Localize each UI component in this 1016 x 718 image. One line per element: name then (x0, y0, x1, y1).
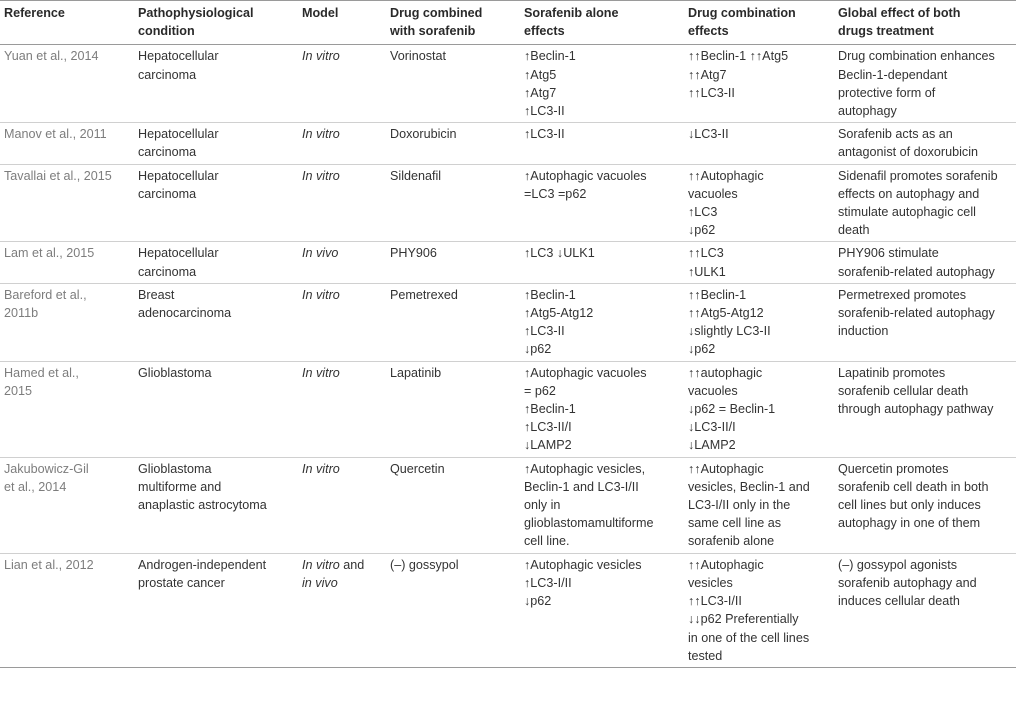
cell-line: ↑↑LC3-II (688, 85, 735, 100)
combination-effects-cell (684, 283, 834, 361)
cell-line: Sidenafil promotes sorafenib (838, 168, 998, 183)
header-line: Drug combined (390, 6, 483, 20)
cell-line: ↑↑Atg7 (688, 67, 727, 82)
cell-line: ↑↑Autophagic (688, 461, 764, 476)
global-effect-cell (834, 242, 1016, 283)
global-effect-cell (834, 457, 1016, 553)
cell-line: ↑ULK1 (688, 264, 726, 279)
drug-cell (386, 45, 520, 123)
header-line: effects (524, 24, 565, 39)
cell-line: cell lines but only induces (838, 498, 981, 513)
header-line: Pathophysiological (138, 6, 254, 20)
cell-line: carcinoma (138, 186, 197, 201)
combination-effects-cell (684, 457, 834, 553)
cell-line: carcinoma (138, 67, 197, 82)
cell-line: In vitro (302, 168, 340, 183)
global-effect-cell (834, 361, 1016, 457)
cell-line: ↑Autophagic vesicles, (524, 461, 646, 476)
cell-line: ↑Beclin-1 (524, 287, 576, 302)
cell-line: In vitro (302, 49, 340, 64)
cell-line: Drug combination enhances (838, 49, 995, 64)
reference-cell (0, 123, 134, 164)
header-line: Reference (4, 6, 65, 20)
cell-line: ↑↑Autophagic (688, 168, 764, 183)
cell-line: induces cellular death (838, 594, 960, 609)
cell-line: sorafenib-related autophagy (838, 306, 995, 321)
cell-line: ↑Atg7 (524, 85, 557, 100)
condition-cell (134, 164, 298, 242)
cell-line: ↑Atg5-Atg12 (524, 306, 594, 321)
alone-effects-cell (520, 283, 684, 361)
cell-line: ↑↑LC3 (688, 246, 724, 261)
combination-effects-cell (684, 164, 834, 242)
cell-line: 2011b (4, 306, 39, 321)
drug-cell (386, 123, 520, 164)
header-alone-effects (520, 1, 684, 45)
cell-line: et al., 2014 (4, 479, 67, 494)
cell-line: Beclin-1 and LC3-I/II (524, 479, 639, 494)
cell-line: Quercetin (390, 461, 445, 476)
table-row (0, 361, 1016, 457)
cell-line: vesicles (688, 575, 733, 590)
combination-effects-cell (684, 123, 834, 164)
cell-line: ↑LC3 (688, 205, 718, 220)
cell-line: ↑Autophagic vacuoles (524, 365, 647, 380)
reference-cell (0, 164, 134, 242)
cell-line: Quercetin promotes (838, 461, 949, 476)
global-effect-cell (834, 283, 1016, 361)
cell-line: Manov et al., 2011 (4, 127, 107, 142)
drug-cell (386, 242, 520, 283)
header-global-effect (834, 1, 1016, 45)
cell-line: Sorafenib acts as an (838, 127, 953, 142)
cell-line: ↑↑autophagic (688, 365, 763, 380)
cell-line: same cell line as (688, 516, 782, 531)
cell-line: Permetrexed promotes (838, 287, 967, 302)
cell-line: in one of the cell lines (688, 630, 810, 645)
reference-cell (0, 553, 134, 667)
cell-line: glioblastomamultiforme (524, 516, 654, 531)
header-line: Global effect of both (838, 6, 961, 20)
cell-line: protective form of (838, 85, 936, 100)
combination-effects-cell (684, 361, 834, 457)
cell-line: Beclin-1-dependant (838, 67, 948, 82)
cell-line: Yuan et al., 2014 (4, 49, 99, 64)
header-line: effects (688, 24, 729, 39)
cell-line: Hepatocellular (138, 246, 219, 261)
table-row (0, 164, 1016, 242)
cell-line: Jakubowicz-Gil (4, 461, 89, 476)
cell-line: Hamed et al., (4, 365, 79, 380)
cell-line: LC3-I/II only in the (688, 498, 791, 513)
cell-line: ↓p62 (524, 594, 552, 609)
global-effect-cell (834, 553, 1016, 667)
cell-line: Bareford et al., (4, 287, 87, 302)
cell-line: ↑Beclin-1 (524, 49, 576, 64)
drug-cell (386, 553, 520, 667)
cell-line: carcinoma (138, 145, 197, 160)
cell-line: Lapatinib promotes (838, 365, 946, 380)
cell-line: Breast (138, 287, 175, 302)
cell-line: PHY906 stimulate (838, 246, 939, 261)
cell-line: In vitro (302, 127, 340, 142)
cell-line: ↑Atg5 (524, 67, 557, 82)
header-combination-effects (684, 1, 834, 45)
cell-line: In vitro and (302, 557, 365, 572)
cell-line: ↑LC3-I/II (524, 575, 572, 590)
cell-line: stimulate autophagic cell (838, 205, 976, 220)
alone-effects-cell (520, 242, 684, 283)
cell-line: ↑Autophagic vacuoles (524, 168, 647, 183)
cell-line: tested (688, 648, 723, 663)
cell-line: Hepatocellular (138, 168, 219, 183)
cell-line: ↓p62 (688, 342, 716, 357)
cell-line: vacuoles (688, 186, 738, 201)
header-reference (0, 1, 134, 45)
cell-line: In vivo (302, 246, 339, 261)
table-row (0, 45, 1016, 123)
cell-line: (–) gossypol (390, 557, 459, 572)
cell-line: autophagy in one of them (838, 516, 981, 531)
cell-line: prostate cancer (138, 575, 225, 590)
cell-line: autophagy (838, 104, 897, 119)
global-effect-cell (834, 123, 1016, 164)
cell-line: sorafenib autophagy and (838, 575, 977, 590)
condition-cell (134, 45, 298, 123)
model-cell (298, 457, 386, 553)
cell-line: 2015 (4, 383, 33, 398)
cell-line: carcinoma (138, 264, 197, 279)
alone-effects-cell (520, 361, 684, 457)
cell-line: vesicles, Beclin-1 and (688, 479, 810, 494)
cell-line: only in (524, 498, 561, 513)
header-line: Model (302, 6, 339, 20)
condition-cell (134, 242, 298, 283)
cell-line: (–) gossypol agonists (838, 557, 958, 572)
condition-cell (134, 553, 298, 667)
header-line: condition (138, 24, 195, 39)
condition-cell (134, 123, 298, 164)
reference-cell (0, 361, 134, 457)
cell-line: Vorinostat (390, 49, 447, 64)
cell-line: = p62 (524, 383, 556, 398)
reference-cell (0, 242, 134, 283)
alone-effects-cell (520, 457, 684, 553)
cell-line: Lian et al., 2012 (4, 557, 94, 572)
cell-line: Hepatocellular (138, 49, 219, 64)
header-condition (134, 1, 298, 45)
table-row (0, 242, 1016, 283)
condition-cell (134, 361, 298, 457)
cell-line: ↓slightly LC3-II (688, 324, 771, 339)
alone-effects-cell (520, 553, 684, 667)
combination-effects-cell (684, 45, 834, 123)
model-cell (298, 164, 386, 242)
cell-line: ↑LC3 ↓ULK1 (524, 246, 595, 261)
drug-cell (386, 457, 520, 553)
reference-cell (0, 45, 134, 123)
cell-line: ↑LC3-II (524, 104, 565, 119)
header-model (298, 1, 386, 45)
cell-line: ↓p62 = Beclin-1 (688, 402, 776, 417)
cell-line: ↑LC3-II (524, 127, 565, 142)
cell-line: Androgen-independent (138, 557, 267, 572)
alone-effects-cell (520, 164, 684, 242)
model-cell (298, 242, 386, 283)
cell-line: effects on autophagy and (838, 186, 980, 201)
cell-line: sorafenib cellular death (838, 383, 969, 398)
table-row (0, 553, 1016, 667)
cell-line: Glioblastoma (138, 365, 212, 380)
cell-line: PHY906 (390, 246, 437, 261)
cell-line: through autophagy pathway (838, 402, 994, 417)
cell-line: Tavallai et al., 2015 (4, 168, 112, 183)
table-row (0, 283, 1016, 361)
cell-line: ↑↑Beclin-1 ↑↑Atg5 (688, 49, 789, 64)
cell-line: ↑↑Beclin-1 (688, 287, 747, 302)
cell-line: vacuoles (688, 383, 738, 398)
cell-line: adenocarcinoma (138, 306, 232, 321)
condition-cell (134, 457, 298, 553)
cell-line: ↓LC3-II/I (688, 420, 736, 435)
drug-cell (386, 164, 520, 242)
cell-line: Glioblastoma (138, 461, 212, 476)
cell-line: ↑↑Autophagic (688, 557, 764, 572)
combination-effects-cell (684, 242, 834, 283)
cell-line: ↑LC3-II (524, 324, 565, 339)
cell-line: ↓p62 (524, 342, 552, 357)
cell-line: ↑↑Atg5-Atg12 (688, 306, 764, 321)
table-body (0, 45, 1016, 668)
drug-cell (386, 283, 520, 361)
model-cell (298, 553, 386, 667)
cell-line: =LC3 =p62 (524, 186, 587, 201)
cell-line: ↓LAMP2 (688, 438, 736, 453)
table-row (0, 123, 1016, 164)
cell-line: antagonist of doxorubicin (838, 145, 979, 160)
cell-line: Doxorubicin (390, 127, 457, 142)
cell-line: cell line. (524, 534, 570, 549)
table-row (0, 457, 1016, 553)
cell-line: In vitro (302, 365, 340, 380)
global-effect-cell (834, 45, 1016, 123)
cell-line: Sildenafil (390, 168, 442, 183)
condition-cell (134, 283, 298, 361)
cell-line: sorafenib cell death in both (838, 479, 989, 494)
cell-line: In vitro (302, 461, 340, 476)
model-cell (298, 361, 386, 457)
cell-line: Pemetrexed (390, 287, 458, 302)
global-effect-cell (834, 164, 1016, 242)
combination-effects-cell (684, 553, 834, 667)
cell-line: In vitro (302, 287, 340, 302)
cell-line: ↑Beclin-1 (524, 402, 576, 417)
model-cell (298, 123, 386, 164)
cell-line: ↑Autophagic vesicles (524, 557, 642, 572)
cell-line: ↑↑LC3-I/II (688, 594, 742, 609)
model-cell (298, 283, 386, 361)
alone-effects-cell (520, 123, 684, 164)
cell-line: sorafenib alone (688, 534, 775, 549)
cell-line: ↓LAMP2 (524, 438, 572, 453)
cell-line: Hepatocellular (138, 127, 219, 142)
cell-line: ↓↓p62 Preferentially (688, 612, 799, 627)
cell-line: ↓p62 (688, 223, 716, 238)
cell-line: in vivo (302, 575, 338, 590)
alone-effects-cell (520, 45, 684, 123)
cell-line: death (838, 223, 870, 238)
cell-line: multiforme and (138, 479, 222, 494)
cell-line: sorafenib-related autophagy (838, 264, 995, 279)
cell-line: Lapatinib (390, 365, 442, 380)
model-cell (298, 45, 386, 123)
reference-cell (0, 457, 134, 553)
header-line: with sorafenib (390, 24, 476, 39)
cell-line: anaplastic astrocytoma (138, 498, 267, 513)
cell-line: ↓LC3-II (688, 127, 729, 142)
cell-line: induction (838, 324, 889, 339)
header-line: Sorafenib alone (524, 6, 619, 20)
drug-cell (386, 361, 520, 457)
header-drug (386, 1, 520, 45)
table-header-row (0, 1, 1016, 45)
cell-line: ↑LC3-II/I (524, 420, 572, 435)
header-line: drugs treatment (838, 24, 934, 39)
header-line: Drug combination (688, 6, 796, 20)
cell-line: Lam et al., 2015 (4, 246, 95, 261)
reference-cell (0, 283, 134, 361)
